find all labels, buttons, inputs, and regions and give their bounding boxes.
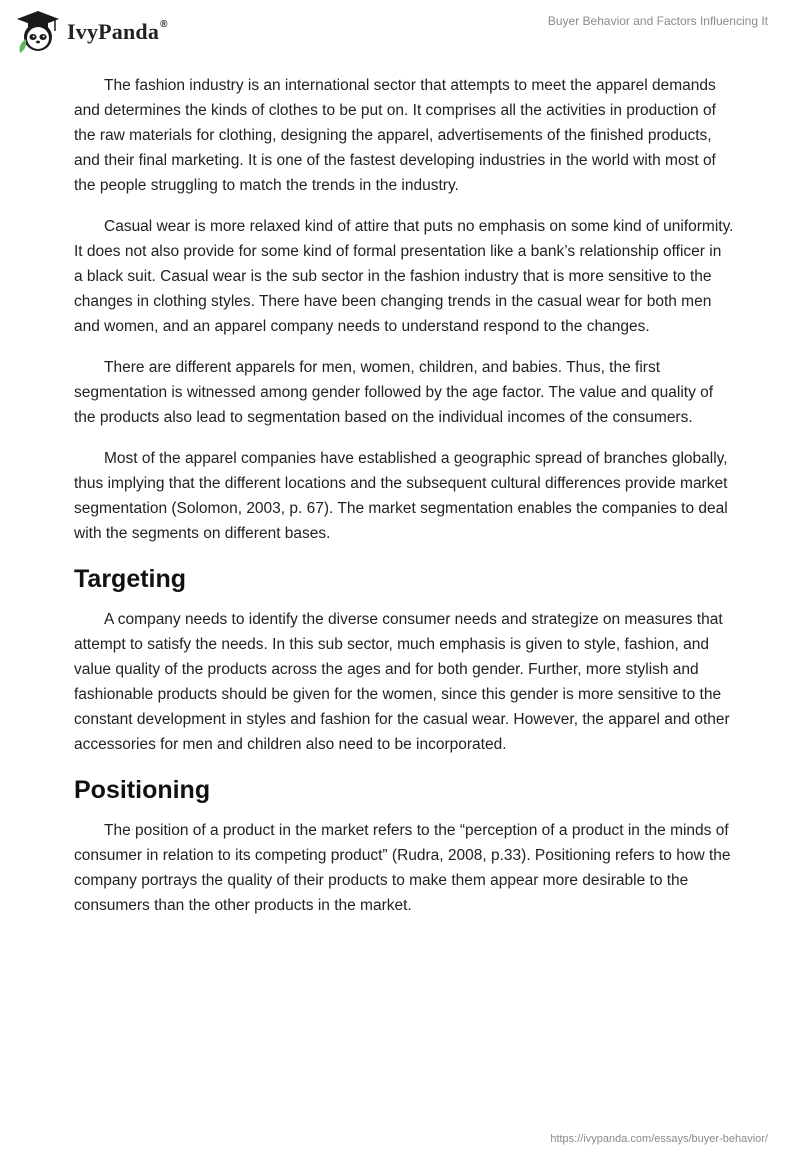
section-heading-targeting: Targeting [74, 565, 187, 593]
panda-graduation-icon [15, 9, 61, 55]
paragraph: The fashion industry is an international sector that attempts to meet the apparel demands and determines the kinds of clothes to be put on. It comprises all the activities in production of the raw materials for clothing, designing the apparel, advertisements of the finished products, and their final marketing. It is one of the fastest developing industries in the world with most of the people struggling to match the trends in the industry. [74, 77, 716, 194]
page-header [0, 0, 800, 64]
source-url-link[interactable]: https://ivypanda.com/essays/buyer-behavior/ [550, 1133, 768, 1145]
paragraph: The position of a product in the market refers to the “perception of a product in the minds of consumer in relation to its competing product” (Rudra, 2008, p.33). Positioning refers to how the company portrays the quality of their products to make them appear more desirable to the consumers than the other products in the market. [74, 822, 731, 914]
brand-name: IvyPanda® [67, 19, 168, 44]
document-title: Buyer Behavior and Factors Influencing It [547, 14, 768, 28]
paragraph: Most of the apparel companies have established a geographic spread of branches globally, thus implying that the different locations and the subsequent cultural differences provide market segmentation (Solomon, 2003, p. 67). The market segmentation enables the companies to deal with the segments on different bases. [74, 450, 728, 542]
section-heading-positioning: Positioning [74, 776, 211, 804]
paragraph: Casual wear is more relaxed kind of attire that puts no emphasis on some kind of uniformity. It does not also provide for some kind of formal presentation like a bank’s relationship officer in a black suit. Casual wear is the sub sector in the fashion industry that is more sensitive to the changes in clothing styles. There have been changing trends in the casual wear for both men and women, and an apparel company needs to understand respond to the changes. [74, 218, 734, 335]
brand-logo[interactable] [15, 9, 168, 55]
paragraph: A company needs to identify the diverse consumer needs and strategize on measures that attempt to satisfy the needs. In this sub sector, much emphasis is given to style, fashion, and value quality of the products across the ages and for both gender. Further, more stylish and fashionable products should be given for the women, since this gender is more sensitive to the constant development in styles and fashion for the casual wear. However, the apparel and other accessories for men and children also need to be incorporated. [74, 611, 730, 753]
paragraph: There are different apparels for men, women, children, and babies. Thus, the first segmentation is witnessed among gender followed by the age factor. The value and quality of the products also lead to segmentation based on the individual incomes of the consumers. [74, 359, 714, 426]
essay-body [74, 73, 734, 934]
